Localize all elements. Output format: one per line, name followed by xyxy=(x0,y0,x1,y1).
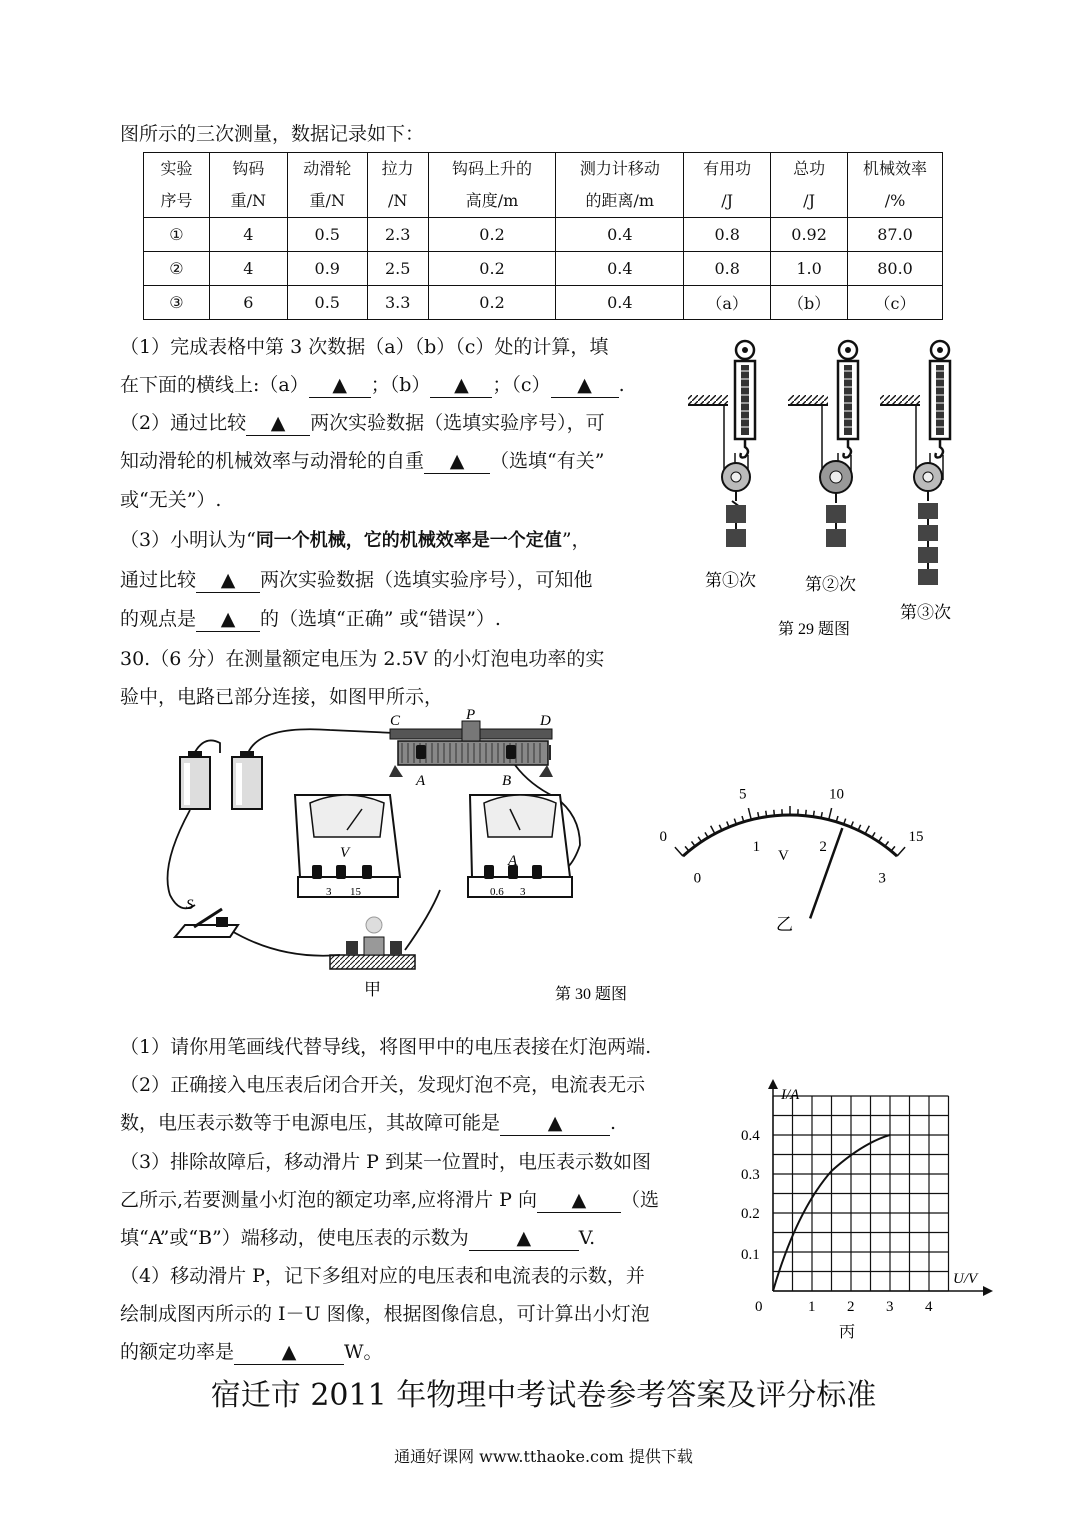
q29-p2-line1: （2）通过比较 ▲ 两次实验数据（选填实验序号），可 xyxy=(120,412,605,434)
dial-tick xyxy=(748,808,751,820)
table-cell: 0.4 xyxy=(556,218,684,252)
table-row xyxy=(144,286,943,320)
footer-text: 通通好课网 www.tthaoke.com 提供下载 xyxy=(394,1447,693,1466)
table-header-cell: 测力计移动 的距离/m xyxy=(556,153,684,218)
table-cell: ① xyxy=(144,218,210,252)
q29-p3-line1: （3）小明认为“同一个机械，它的机械效率是一个定值”， xyxy=(120,529,591,551)
table-cell: ③ xyxy=(144,286,210,320)
table-cell: 4 xyxy=(209,252,287,286)
ammeter-label: A xyxy=(508,853,518,869)
q29-p2-line2: 知动滑轮的机械效率与动滑轮的自重 ▲ （选填“有关” xyxy=(120,450,605,472)
graph-xtick-label: 1 xyxy=(808,1299,816,1315)
pulley-set-2 xyxy=(788,341,858,547)
table-cell: 0.4 xyxy=(556,286,684,320)
table-cell: 2.5 xyxy=(367,252,428,286)
voltmeter-terminal-3: 3 xyxy=(326,886,332,898)
data-table xyxy=(143,152,943,320)
dial-tick xyxy=(897,847,905,856)
graph-xtick-label: 2 xyxy=(847,1299,855,1315)
dial-inner-3: 3 xyxy=(878,870,886,887)
graph-xtick-label: 0 xyxy=(755,1299,763,1315)
table-row xyxy=(144,252,943,286)
rheostat-b-label: B xyxy=(502,773,512,789)
table-cell: 0.2 xyxy=(428,286,556,320)
q29-fig-caption: 第 29 题图 xyxy=(778,621,851,638)
blank-voltage[interactable]: ▲ xyxy=(469,1226,579,1251)
table-cell: ② xyxy=(144,252,210,286)
blank-opinion[interactable]: ▲ xyxy=(196,607,260,632)
table-header-cell: 实验 序号 xyxy=(144,153,210,218)
table-cell: 0.8 xyxy=(684,252,771,286)
pulley-set-1 xyxy=(688,341,755,547)
graph-ytick-label: 0.2 xyxy=(741,1206,760,1222)
rheostat-d-label: D xyxy=(540,713,551,729)
graph-ytick-label: 0.4 xyxy=(741,1128,760,1144)
rheostat-a-label: A xyxy=(416,773,426,789)
q30-p4-line2: 绘制成图丙所示的 I－U 图像，根据图像信息，可计算出小灯泡 xyxy=(120,1303,650,1325)
table-cell: 80.0 xyxy=(848,252,943,286)
dial-v-label: V xyxy=(778,848,789,864)
table-cell: 87.0 xyxy=(848,218,943,252)
battery-2 xyxy=(232,751,262,809)
dial-outer-15: 15 xyxy=(908,828,924,845)
table-cell: 0.8 xyxy=(684,218,771,252)
table-cell: 0.4 xyxy=(556,252,684,286)
circuit-figure xyxy=(150,705,670,1005)
table-cell: （b） xyxy=(771,286,848,320)
blank-relation[interactable]: ▲ xyxy=(424,449,490,474)
fig-jia-label: 甲 xyxy=(364,980,381,999)
table-cell: 0.9 xyxy=(287,252,367,286)
rheostat-c-label: C xyxy=(390,713,401,729)
dial-inner-0: 0 xyxy=(693,870,702,887)
iu-graph xyxy=(735,1075,1005,1350)
table-cell: （c） xyxy=(848,286,943,320)
q30-p3-line1: （3）排除故障后，移动滑片 P 到某一位置时，电压表示数如图 xyxy=(120,1151,651,1173)
dial-tick xyxy=(829,808,832,820)
blank-power[interactable]: ▲ xyxy=(234,1340,344,1365)
table-cell: （a） xyxy=(684,286,771,320)
dial-inner-2: 2 xyxy=(819,839,827,856)
fig-label-3: 第③次 xyxy=(900,603,951,622)
switch[interactable] xyxy=(175,909,238,937)
graph-caption: 丙 xyxy=(839,1324,856,1341)
battery-1 xyxy=(180,751,210,809)
q30-p2-line2: 数，电压表示数等于电源电压，其故障可能是 ▲ . xyxy=(120,1112,617,1134)
blank-compare-1[interactable]: ▲ xyxy=(246,411,310,436)
table-cell: 2.3 xyxy=(367,218,428,252)
dial-tick xyxy=(675,847,683,856)
answer-title: 宿迁市 2011 年物理中考试卷参考答案及评分标准 xyxy=(210,1378,877,1413)
graph-xtick-label: 3 xyxy=(886,1299,894,1315)
q30-p2-line1: （2）正确接入电压表后闭合开关，发现灯泡不亮，电流表无示 xyxy=(120,1074,646,1096)
pulley-figure xyxy=(680,335,980,645)
q29-p1-line2: 在下面的横线上:（a） ▲ ；（b） ▲ ；（c） ▲ . xyxy=(120,374,625,396)
ammeter-terminal-3: 3 xyxy=(520,886,526,898)
blank-c[interactable]: ▲ xyxy=(551,373,619,398)
graph-ytick-label: 0.1 xyxy=(741,1247,760,1263)
graph-xtick-label: 4 xyxy=(925,1299,933,1315)
table-header-cell: 机械效率 /% xyxy=(848,153,943,218)
fig-yi-label: 乙 xyxy=(776,915,793,934)
q30-fig-caption: 第 30 题图 xyxy=(555,986,628,1003)
graph-xlabel: U/V xyxy=(953,1271,978,1287)
voltmeter-label: V xyxy=(340,845,350,861)
table-header-row xyxy=(144,153,943,218)
table-cell: 0.92 xyxy=(771,218,848,252)
table-header-cell: 有用功 /J xyxy=(684,153,771,218)
q29-p3-line2: 通过比较 ▲ 两次实验数据（选填实验序号），可知他 xyxy=(120,569,593,591)
table-cell: 3.3 xyxy=(367,286,428,320)
voltmeter-terminal-15: 15 xyxy=(350,886,361,898)
q30-line1: 30.（6 分）在测量额定电压为 2.5V 的小灯泡电功率的实 xyxy=(120,648,605,670)
graph-ylabel: I/A xyxy=(781,1087,800,1103)
table-header-cell: 拉力 /N xyxy=(367,153,428,218)
table-cell: 6 xyxy=(209,286,287,320)
rheostat-p-label: P xyxy=(466,707,476,723)
fig-label-2: 第②次 xyxy=(805,575,856,594)
q30-p4-line3: 的额定功率是 ▲ W。 xyxy=(120,1341,383,1363)
ammeter-terminal-06: 0.6 xyxy=(490,886,504,898)
table-header-cell: 钩码上升的 高度/m xyxy=(428,153,556,218)
q29-p2-line3: 或“无关”）. xyxy=(120,489,222,511)
table-cell: 0.5 xyxy=(287,286,367,320)
voltmeter-dial xyxy=(659,760,924,940)
blank-compare-2[interactable]: ▲ xyxy=(196,568,260,593)
blank-fault[interactable]: ▲ xyxy=(500,1111,610,1136)
table-cell: 0.2 xyxy=(428,218,556,252)
lamp xyxy=(330,917,415,969)
table-cell: 0.2 xyxy=(428,252,556,286)
table-row xyxy=(144,218,943,252)
dial-outer-10: 10 xyxy=(828,786,844,803)
blank-direction[interactable]: ▲ xyxy=(537,1188,621,1213)
table-header-cell: 总功 /J xyxy=(771,153,848,218)
table-cell: 0.5 xyxy=(287,218,367,252)
table-cell: 1.0 xyxy=(771,252,848,286)
q30-p3-line2: 乙所示,若要测量小灯泡的额定功率,应将滑片 P 向 ▲ （选 xyxy=(120,1189,659,1211)
blank-b[interactable]: ▲ xyxy=(430,373,492,398)
q30-p3-line3: 填“A”或“B”）端移动，使电压表的示数为 ▲ V. xyxy=(120,1227,596,1249)
q29-p3-line3: 的观点是 ▲ 的（选填“正确” 或“错误”）. xyxy=(120,608,501,630)
table-cell: 4 xyxy=(209,218,287,252)
q29-p1-line1: （1）完成表格中第 3 次数据（a）（b）（c）处的计算，填 xyxy=(120,336,609,358)
fig-label-1: 第①次 xyxy=(705,571,756,590)
dial-inner-1: 1 xyxy=(752,839,761,856)
dial-outer-5: 5 xyxy=(739,786,747,803)
switch-label: S xyxy=(186,897,194,913)
pulley-set-3 xyxy=(880,341,950,585)
blank-a[interactable]: ▲ xyxy=(309,373,371,398)
rheostat[interactable] xyxy=(389,721,553,777)
table-header-cell: 动滑轮 重/N xyxy=(287,153,367,218)
dial-outer-0: 0 xyxy=(659,828,668,845)
q30-line2: 验中，电路已部分连接，如图甲所示， xyxy=(120,686,444,708)
graph-ytick-label: 0.3 xyxy=(741,1167,760,1183)
table-header-cell: 钩码 重/N xyxy=(209,153,287,218)
intro-text: 图所示的三次测量，数据记录如下： xyxy=(120,123,425,145)
q30-p4-line1: （4）移动滑片 P，记下多组对应的电压表和电流表的示数，并 xyxy=(120,1265,645,1287)
q30-p1: （1）请你用笔画线代替导线，将图甲中的电压表接在灯泡两端. xyxy=(120,1036,652,1058)
ammeter xyxy=(468,795,572,897)
